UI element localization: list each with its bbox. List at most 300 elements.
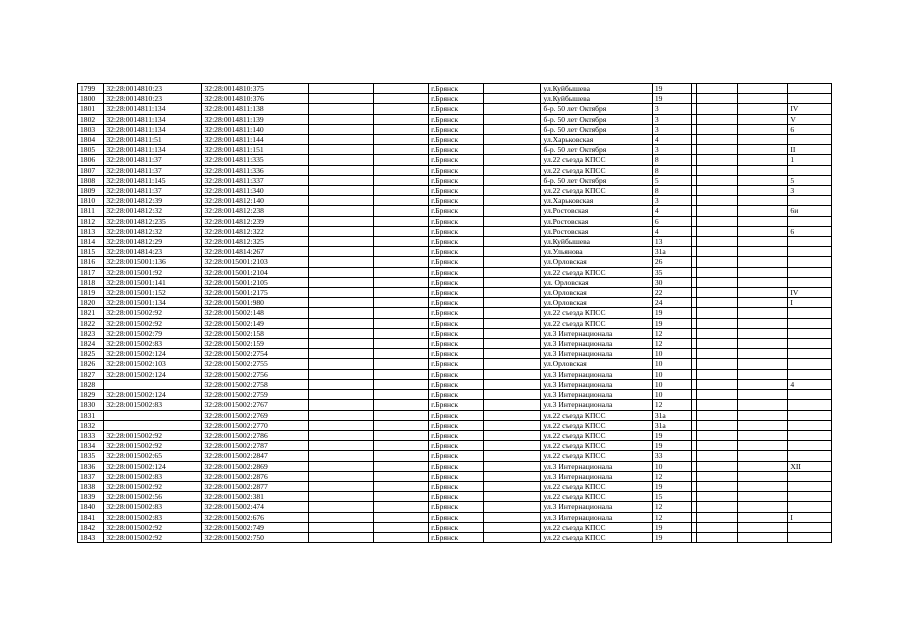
cadastral-number-cell: 32:28:0015002:159 (202, 339, 308, 349)
empty-cell (483, 247, 541, 257)
parent-cadastral-number-cell (104, 410, 202, 420)
empty-cell (483, 420, 541, 430)
empty-cell (737, 390, 788, 400)
empty-cell (373, 257, 429, 267)
row-number-cell: 1812 (78, 216, 104, 226)
parent-cadastral-number-cell: 32:28:0015002:83 (104, 502, 202, 512)
empty-cell (697, 471, 737, 481)
city-cell: г.Брянск (429, 104, 484, 114)
cadastral-number-cell: 32:28:0015002:2770 (202, 420, 308, 430)
house-number-cell: 12 (652, 339, 691, 349)
premises-number-cell (788, 328, 832, 338)
parent-cadastral-number-cell: 32:28:0015002:124 (104, 369, 202, 379)
parent-cadastral-number-cell: 32:28:0015002:124 (104, 461, 202, 471)
parent-cadastral-number-cell: 32:28:0015002:83 (104, 512, 202, 522)
row-number-cell: 1831 (78, 410, 104, 420)
city-cell: г.Брянск (429, 420, 484, 430)
empty-cell (308, 237, 373, 247)
row-number-cell: 1815 (78, 247, 104, 257)
cadastral-number-cell: 32:28:0014811:337 (202, 175, 308, 185)
row-number-cell: 1820 (78, 298, 104, 308)
table-row (78, 430, 832, 440)
empty-cell (373, 237, 429, 247)
empty-cell (373, 216, 429, 226)
empty-cell (373, 471, 429, 481)
empty-cell (308, 430, 373, 440)
empty-cell (373, 451, 429, 461)
empty-cell (483, 165, 541, 175)
cadastral-number-cell: 32:28:0014812:239 (202, 216, 308, 226)
parent-cadastral-number-cell: 32:28:0014810:23 (104, 94, 202, 104)
city-cell: г.Брянск (429, 124, 484, 134)
empty-cell (483, 369, 541, 379)
table-row (78, 492, 832, 502)
empty-cell (737, 492, 788, 502)
street-cell: ул.Куйбышева (541, 237, 652, 247)
cadastral-number-cell: 32:28:0015001:980 (202, 298, 308, 308)
empty-cell (483, 216, 541, 226)
house-number-cell: 10 (652, 349, 691, 359)
row-number-cell: 1802 (78, 114, 104, 124)
row-number-cell: 1842 (78, 522, 104, 532)
cadastral-number-cell: 32:28:0015002:2754 (202, 349, 308, 359)
empty-cell (483, 104, 541, 114)
empty-cell (697, 298, 737, 308)
empty-cell (697, 430, 737, 440)
house-number-cell: 10 (652, 369, 691, 379)
table-row (78, 318, 832, 328)
empty-cell (737, 420, 788, 430)
house-number-cell: 33 (652, 451, 691, 461)
parent-cadastral-number-cell: 32:28:0014811:134 (104, 104, 202, 114)
premises-number-cell: II (788, 145, 832, 155)
parent-cadastral-number-cell: 32:28:0014811:37 (104, 155, 202, 165)
table-row (78, 400, 832, 410)
table-row (78, 532, 832, 542)
empty-cell (483, 155, 541, 165)
empty-cell (308, 492, 373, 502)
row-number-cell: 1822 (78, 318, 104, 328)
empty-cell (737, 522, 788, 532)
empty-cell (308, 502, 373, 512)
premises-number-cell (788, 237, 832, 247)
empty-cell (373, 124, 429, 134)
street-cell: ул. Орловская (541, 277, 652, 287)
empty-cell (737, 196, 788, 206)
cadastral-number-cell: 32:28:0015002:676 (202, 512, 308, 522)
empty-cell (373, 196, 429, 206)
parent-cadastral-number-cell: 32:28:0015001:136 (104, 257, 202, 267)
cadastral-number-cell: 32:28:0015002:2786 (202, 430, 308, 440)
empty-cell (483, 359, 541, 369)
house-number-cell: 5 (652, 175, 691, 185)
empty-cell (308, 186, 373, 196)
empty-cell (308, 145, 373, 155)
table-row (78, 277, 832, 287)
empty-cell (373, 532, 429, 542)
empty-cell (308, 420, 373, 430)
table-row (78, 237, 832, 247)
empty-cell (697, 124, 737, 134)
parent-cadastral-number-cell: 32:28:0015001:152 (104, 288, 202, 298)
row-number-cell: 1841 (78, 512, 104, 522)
empty-cell (697, 226, 737, 236)
premises-number-cell (788, 492, 832, 502)
house-number-cell: 8 (652, 165, 691, 175)
empty-cell (697, 328, 737, 338)
premises-number-cell: 6и (788, 206, 832, 216)
table-row (78, 226, 832, 236)
empty-cell (697, 369, 737, 379)
parent-cadastral-number-cell: 32:28:0015002:92 (104, 532, 202, 542)
city-cell: г.Брянск (429, 135, 484, 145)
row-number-cell: 1816 (78, 257, 104, 267)
table-row (78, 328, 832, 338)
row-number-cell: 1800 (78, 94, 104, 104)
empty-cell (737, 359, 788, 369)
street-cell: ул.3 Интернационала (541, 379, 652, 389)
street-cell: ул.22 съезда КПСС (541, 522, 652, 532)
house-number-cell: 12 (652, 512, 691, 522)
house-number-cell: 10 (652, 359, 691, 369)
parent-cadastral-number-cell: 32:28:0015002:92 (104, 522, 202, 532)
empty-cell (308, 84, 373, 94)
empty-cell (697, 390, 737, 400)
table-row (78, 135, 832, 145)
table-row (78, 114, 832, 124)
city-cell: г.Брянск (429, 390, 484, 400)
empty-cell (697, 104, 737, 114)
city-cell: г.Брянск (429, 175, 484, 185)
empty-cell (697, 532, 737, 542)
empty-cell (483, 512, 541, 522)
empty-cell (697, 400, 737, 410)
house-number-cell: 12 (652, 471, 691, 481)
street-cell: ул.22 съезда КПСС (541, 420, 652, 430)
premises-number-cell (788, 390, 832, 400)
empty-cell (737, 471, 788, 481)
parent-cadastral-number-cell: 32:28:0015001:141 (104, 277, 202, 287)
empty-cell (308, 390, 373, 400)
empty-cell (737, 124, 788, 134)
row-number-cell: 1813 (78, 226, 104, 236)
city-cell: г.Брянск (429, 471, 484, 481)
house-number-cell: 12 (652, 502, 691, 512)
empty-cell (737, 400, 788, 410)
house-number-cell: 4 (652, 226, 691, 236)
premises-number-cell: 1 (788, 155, 832, 165)
empty-cell (697, 237, 737, 247)
row-number-cell: 1799 (78, 84, 104, 94)
table-row (78, 186, 832, 196)
empty-cell (737, 481, 788, 491)
city-cell: г.Брянск (429, 400, 484, 410)
premises-number-cell: 3 (788, 186, 832, 196)
city-cell: г.Брянск (429, 247, 484, 257)
empty-cell (483, 532, 541, 542)
empty-cell (308, 522, 373, 532)
empty-cell (308, 481, 373, 491)
house-number-cell: 3 (652, 114, 691, 124)
empty-cell (697, 175, 737, 185)
empty-cell (737, 410, 788, 420)
house-number-cell: 3 (652, 124, 691, 134)
parent-cadastral-number-cell: 32:28:0014812:29 (104, 237, 202, 247)
empty-cell (697, 410, 737, 420)
row-number-cell: 1839 (78, 492, 104, 502)
house-number-cell: 12 (652, 328, 691, 338)
row-number-cell: 1818 (78, 277, 104, 287)
empty-cell (737, 298, 788, 308)
city-cell: г.Брянск (429, 288, 484, 298)
street-cell: ул.22 съезда КПСС (541, 267, 652, 277)
row-number-cell: 1825 (78, 349, 104, 359)
empty-cell (737, 186, 788, 196)
row-number-cell: 1808 (78, 175, 104, 185)
parent-cadastral-number-cell: 32:28:0015002:65 (104, 451, 202, 461)
street-cell: ул.Ростовская (541, 226, 652, 236)
cadastral-number-cell: 32:28:0015002:750 (202, 532, 308, 542)
premises-number-cell (788, 349, 832, 359)
house-number-cell: 10 (652, 379, 691, 389)
street-cell: ул.Ульянова (541, 247, 652, 257)
row-number-cell: 1819 (78, 288, 104, 298)
parent-cadastral-number-cell: 32:28:0014811:145 (104, 175, 202, 185)
empty-cell (308, 451, 373, 461)
premises-number-cell (788, 247, 832, 257)
street-cell: ул.Орловская (541, 257, 652, 267)
street-cell: ул.Орловская (541, 288, 652, 298)
empty-cell (373, 277, 429, 287)
row-number-cell: 1828 (78, 379, 104, 389)
parent-cadastral-number-cell: 32:28:0015002:83 (104, 471, 202, 481)
empty-cell (737, 237, 788, 247)
cadastral-number-cell: 32:28:0014811:139 (202, 114, 308, 124)
empty-cell (483, 135, 541, 145)
empty-cell (308, 155, 373, 165)
table-body (78, 84, 832, 543)
house-number-cell: 30 (652, 277, 691, 287)
street-cell: ул.3 Интернационала (541, 512, 652, 522)
empty-cell (697, 318, 737, 328)
city-cell: г.Брянск (429, 145, 484, 155)
empty-cell (373, 114, 429, 124)
empty-cell (308, 308, 373, 318)
empty-cell (483, 471, 541, 481)
parent-cadastral-number-cell: 32:28:0015001:92 (104, 267, 202, 277)
house-number-cell: 19 (652, 84, 691, 94)
city-cell: г.Брянск (429, 349, 484, 359)
empty-cell (697, 186, 737, 196)
empty-cell (483, 175, 541, 185)
table-row (78, 308, 832, 318)
empty-cell (373, 318, 429, 328)
empty-cell (737, 532, 788, 542)
empty-cell (483, 502, 541, 512)
cadastral-number-cell: 32:28:0015002:2847 (202, 451, 308, 461)
empty-cell (737, 349, 788, 359)
empty-cell (373, 461, 429, 471)
empty-cell (483, 522, 541, 532)
city-cell: г.Брянск (429, 84, 484, 94)
empty-cell (697, 339, 737, 349)
empty-cell (373, 186, 429, 196)
empty-cell (737, 175, 788, 185)
empty-cell (373, 430, 429, 440)
table-row (78, 410, 832, 420)
row-number-cell: 1829 (78, 390, 104, 400)
street-cell: ул.Орловская (541, 298, 652, 308)
empty-cell (483, 84, 541, 94)
empty-cell (373, 94, 429, 104)
table-row (78, 390, 832, 400)
empty-cell (373, 390, 429, 400)
street-cell: ул.22 съезда КПСС (541, 165, 652, 175)
premises-number-cell (788, 359, 832, 369)
cadastral-number-cell: 32:28:0015002:381 (202, 492, 308, 502)
row-number-cell: 1826 (78, 359, 104, 369)
premises-number-cell: 4 (788, 379, 832, 389)
table-row (78, 94, 832, 104)
empty-cell (308, 379, 373, 389)
empty-cell (373, 135, 429, 145)
empty-cell (737, 369, 788, 379)
empty-cell (373, 410, 429, 420)
cadastral-number-cell: 32:28:0015001:2103 (202, 257, 308, 267)
empty-cell (308, 359, 373, 369)
parent-cadastral-number-cell: 32:28:0014814:23 (104, 247, 202, 257)
street-cell: ул.3 Интернационала (541, 400, 652, 410)
cadastral-number-cell: 32:28:0015001:2104 (202, 267, 308, 277)
parent-cadastral-number-cell: 32:28:0015002:103 (104, 359, 202, 369)
empty-cell (308, 441, 373, 451)
empty-cell (697, 155, 737, 165)
cadastral-number-cell: 32:28:0015002:2767 (202, 400, 308, 410)
city-cell: г.Брянск (429, 216, 484, 226)
house-number-cell: 8 (652, 155, 691, 165)
premises-number-cell (788, 471, 832, 481)
empty-cell (737, 206, 788, 216)
house-number-cell: 4 (652, 135, 691, 145)
empty-cell (697, 451, 737, 461)
premises-number-cell (788, 165, 832, 175)
premises-number-cell: 5 (788, 175, 832, 185)
house-number-cell: 4 (652, 206, 691, 216)
empty-cell (737, 288, 788, 298)
house-number-cell: 19 (652, 441, 691, 451)
empty-cell (308, 369, 373, 379)
empty-cell (483, 390, 541, 400)
city-cell: г.Брянск (429, 298, 484, 308)
street-cell: ул.Харьковская (541, 135, 652, 145)
parent-cadastral-number-cell: 32:28:0014811:51 (104, 135, 202, 145)
empty-cell (308, 226, 373, 236)
empty-cell (308, 349, 373, 359)
parent-cadastral-number-cell (104, 420, 202, 430)
house-number-cell: 19 (652, 522, 691, 532)
row-number-cell: 1805 (78, 145, 104, 155)
row-number-cell: 1817 (78, 267, 104, 277)
house-number-cell: 10 (652, 390, 691, 400)
house-number-cell: 31а (652, 247, 691, 257)
premises-number-cell (788, 216, 832, 226)
cadastral-number-cell: 32:28:0015002:2756 (202, 369, 308, 379)
street-cell: ул.22 съезда КПСС (541, 492, 652, 502)
empty-cell (373, 165, 429, 175)
empty-cell (308, 165, 373, 175)
cadastral-number-cell: 32:28:0015002:2769 (202, 410, 308, 420)
empty-cell (308, 267, 373, 277)
street-cell: б-р. 50 лет Октября (541, 114, 652, 124)
empty-cell (308, 277, 373, 287)
house-number-cell: 3 (652, 145, 691, 155)
row-number-cell: 1843 (78, 532, 104, 542)
empty-cell (308, 288, 373, 298)
empty-cell (373, 481, 429, 491)
cadastral-number-cell: 32:28:0015002:149 (202, 318, 308, 328)
premises-number-cell: IV (788, 104, 832, 114)
cadastral-number-cell: 32:28:0014811:138 (202, 104, 308, 114)
empty-cell (373, 349, 429, 359)
house-number-cell: 12 (652, 400, 691, 410)
empty-cell (308, 400, 373, 410)
parent-cadastral-number-cell: 32:28:0015001:134 (104, 298, 202, 308)
empty-cell (483, 94, 541, 104)
premises-number-cell (788, 430, 832, 440)
city-cell: г.Брянск (429, 206, 484, 216)
empty-cell (697, 145, 737, 155)
street-cell: ул.Куйбышева (541, 84, 652, 94)
empty-cell (373, 512, 429, 522)
street-cell: ул.22 съезда КПСС (541, 481, 652, 491)
empty-cell (483, 186, 541, 196)
cadastral-number-cell: 32:28:0014812:238 (202, 206, 308, 216)
empty-cell (697, 196, 737, 206)
empty-cell (483, 257, 541, 267)
empty-cell (697, 257, 737, 267)
cadastral-number-cell: 32:28:0015002:474 (202, 502, 308, 512)
empty-cell (483, 379, 541, 389)
row-number-cell: 1803 (78, 124, 104, 134)
city-cell: г.Брянск (429, 155, 484, 165)
empty-cell (373, 308, 429, 318)
street-cell: б-р. 50 лет Октября (541, 145, 652, 155)
row-number-cell: 1838 (78, 481, 104, 491)
empty-cell (373, 339, 429, 349)
empty-cell (483, 114, 541, 124)
city-cell: г.Брянск (429, 318, 484, 328)
house-number-cell: 26 (652, 257, 691, 267)
street-cell: б-р. 50 лет Октября (541, 124, 652, 134)
premises-number-cell (788, 410, 832, 420)
parent-cadastral-number-cell: 32:28:0015002:83 (104, 400, 202, 410)
row-number-cell: 1807 (78, 165, 104, 175)
premises-number-cell (788, 277, 832, 287)
street-cell: ул.22 съезда КПСС (541, 532, 652, 542)
empty-cell (697, 522, 737, 532)
table-row (78, 257, 832, 267)
city-cell: г.Брянск (429, 430, 484, 440)
empty-cell (373, 522, 429, 532)
house-number-cell: 8 (652, 186, 691, 196)
table-row (78, 175, 832, 185)
empty-cell (483, 277, 541, 287)
empty-cell (737, 277, 788, 287)
cadastral-number-cell: 32:28:0015002:158 (202, 328, 308, 338)
empty-cell (737, 441, 788, 451)
empty-cell (373, 267, 429, 277)
premises-number-cell (788, 257, 832, 267)
